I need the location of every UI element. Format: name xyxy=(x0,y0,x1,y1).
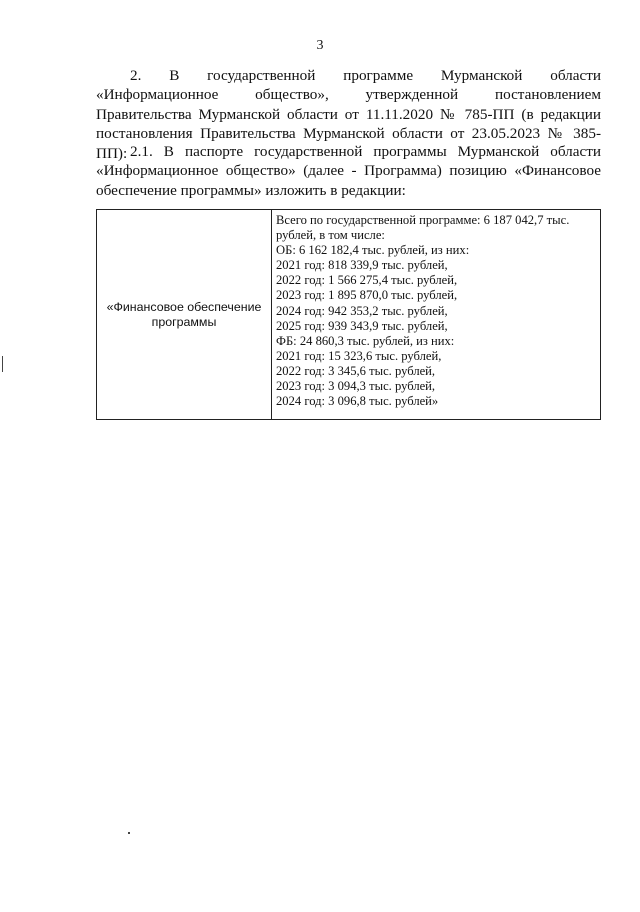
financing-label-cell: «Финансовое обеспечение программы xyxy=(97,210,272,420)
table-row xyxy=(97,210,601,420)
amendment-paragraph-2-1-text: 2.1. В паспорте государственной программы Мурманской области «Информационное общество» (далее - Программа) позицию «Финансовое обеспечение программы» изложить в редакции: xyxy=(96,143,601,199)
financing-line: 2022 год: 1 566 275,4 тыс. рублей, xyxy=(276,273,458,288)
financing-line: ОБ: 6 162 182,4 тыс. рублей, из них: xyxy=(276,243,470,258)
financing-line: 2022 год: 3 345,6 тыс. рублей, xyxy=(276,363,436,378)
financing-table xyxy=(96,209,601,420)
financing-line: 2025 год: 939 343,9 тыс. рублей, xyxy=(276,318,448,333)
page-number: 3 xyxy=(316,38,324,53)
financing-line: 2023 год: 3 094,3 тыс. рублей, xyxy=(276,379,436,394)
financing-line: 2024 год: 3 096,8 тыс. рублей» xyxy=(276,394,439,409)
amendment-paragraph-2-1 xyxy=(96,142,601,200)
financing-line: рублей, в том числе: xyxy=(276,228,385,243)
amendment-paragraph-2-text: 2. В государственной программе Мурманской области «Информационное общество», утвержденной постановлением Правительства Мурманской области от 11.11.2020 № 785-ПП (в редакции постановления Правительства Мурманской области от 23.05.2023 № 385-ПП): xyxy=(96,67,601,162)
financing-line: 2021 год: 15 323,6 тыс. рублей, xyxy=(276,348,442,363)
scan-speck xyxy=(128,832,130,834)
financing-line: Всего по государственной программе: 6 187 042,7 тыс. xyxy=(276,213,570,227)
financing-line: ФБ: 24 860,3 тыс. рублей, из них: xyxy=(276,333,455,348)
financing-values-cell xyxy=(272,210,601,420)
scan-margin-mark xyxy=(2,356,3,372)
financing-line: 2024 год: 942 353,2 тыс. рублей, xyxy=(276,303,448,318)
financing-line: 2023 год: 1 895 870,0 тыс. рублей, xyxy=(276,288,458,303)
financing-line: 2021 год: 818 339,9 тыс. рублей, xyxy=(276,258,448,273)
